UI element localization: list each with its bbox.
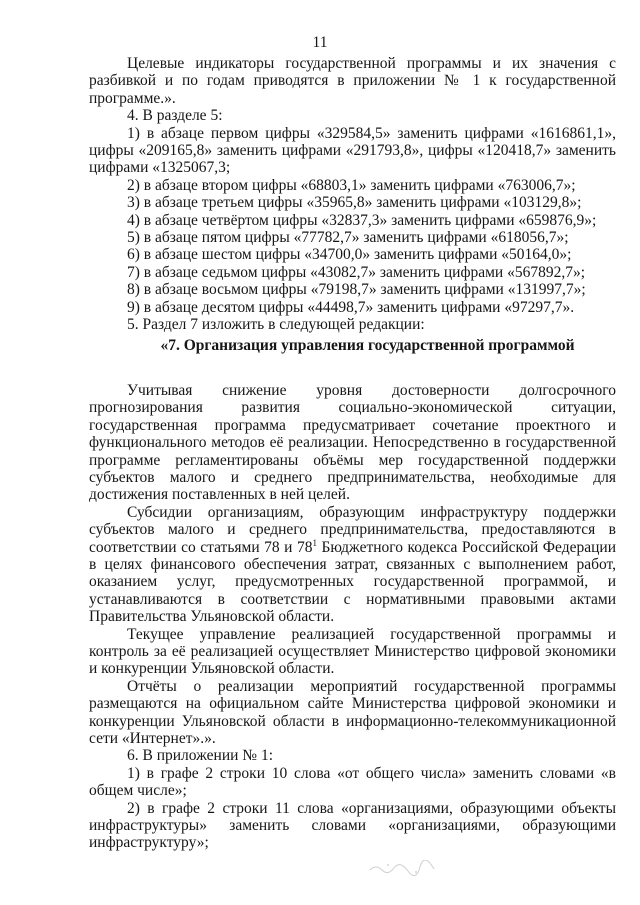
- list-item: 1) в абзаце первом цифры «329584,5» заменить цифрами «1616861,1», цифры «209165,8» заменить цифрами «291793,8», цифры «120418,7» заменить цифрами «1325067,3;: [89, 124, 616, 177]
- list-item: 6) в абзаце шестом цифры «34700,0» заменить цифрами «50164,0»;: [127, 246, 572, 264]
- paragraph: Целевые индикаторы государственной программы и их значения с разбивкой и по годам приводятся в приложении № 1 к государственной программе.».: [89, 55, 616, 107]
- list-item: 5) в абзаце пятом цифры «77782,7» заменить цифрами «618056,7»;: [127, 229, 569, 247]
- list-item: 3) в абзаце третьем цифры «35965,8» заменить цифрами «103129,8»;: [127, 194, 582, 212]
- section-item: 4. В разделе 5:: [127, 107, 223, 125]
- list-item: 9) в абзаце десятом цифры «44498,7» заменить цифрами «97297,7».: [127, 298, 575, 316]
- paragraph: Отчёты о реализации мероприятий государственной программы размещаются на официальном сайте Министерства цифровой экономики и конкуренции Ульяновской области в информационно-телекоммуникационной сети «Интернет».».: [89, 677, 616, 748]
- section-heading: «7. Организация управления государственной программой: [160, 336, 575, 354]
- section-item: 6. В приложении № 1:: [127, 747, 274, 765]
- paragraph: Текущее управление реализацией государственной программы и контроль за её реализацией осуществляет Министерство цифровой экономики и конкуренции Ульяновской области.: [89, 625, 616, 678]
- section-item: 5. Раздел 7 изложить в следующей редакции:: [127, 316, 425, 334]
- list-item: 4) в абзаце четвёртом цифры «32837,3» заменить цифрами «659876,9»;: [127, 211, 597, 229]
- list-item: 1) в графе 2 строки 10 слова «от общего числа» заменить словами «в общем числе»;: [89, 764, 616, 800]
- paragraph: Учитывая снижение уровня достоверности долгосрочного прогнозирования развития социально-экономической ситуации, государственная программа предусматривает сочетание проектного и функционального методов её реализации. Непосредственно в государственной программе регламентированы объёмы мер государственной поддержки субъектов малого и среднего предпринимательства, необходимые для достижения поставленных в ней целей.: [89, 381, 616, 504]
- list-item: 2) в абзаце втором цифры «68803,1» заменить цифрами «763006,7»;: [127, 176, 576, 194]
- scan-smudge: [368, 860, 438, 876]
- subsidies-text-before: Субсидии организациям, образующим инфраструктуру поддержки субъектов малого и среднего предпринимательства, предоставляются в соответствии со статьями 78 и 78: [89, 503, 616, 556]
- paragraph-subsidies: [89, 504, 616, 626]
- document-body: [89, 55, 616, 852]
- page-number: 11: [312, 34, 328, 51]
- list-item: 8) в абзаце восьмом цифры «79198,7» заменить цифрами «131997,7»;: [127, 281, 586, 299]
- list-item: 7) в абзаце седьмом цифры «43082,7» заменить цифрами «567892,7»;: [127, 263, 586, 281]
- list-item: 2) в графе 2 строки 11 слова «организациями, образующими объекты инфраструктуры» заменить словами «организациями, образующими инфраструктуру»;: [89, 799, 616, 852]
- superscript: 1: [312, 537, 317, 548]
- subsidies-text-after: Бюджетного кодекса Российской Федерации в целях финансового обеспечения затрат, связанных с выполнением работ, оказанием услуг, предусмотренных государственной программой, и устанавливаются в соответствии с нормативными правовыми актами Правительства Ульяновской области.: [89, 538, 617, 626]
